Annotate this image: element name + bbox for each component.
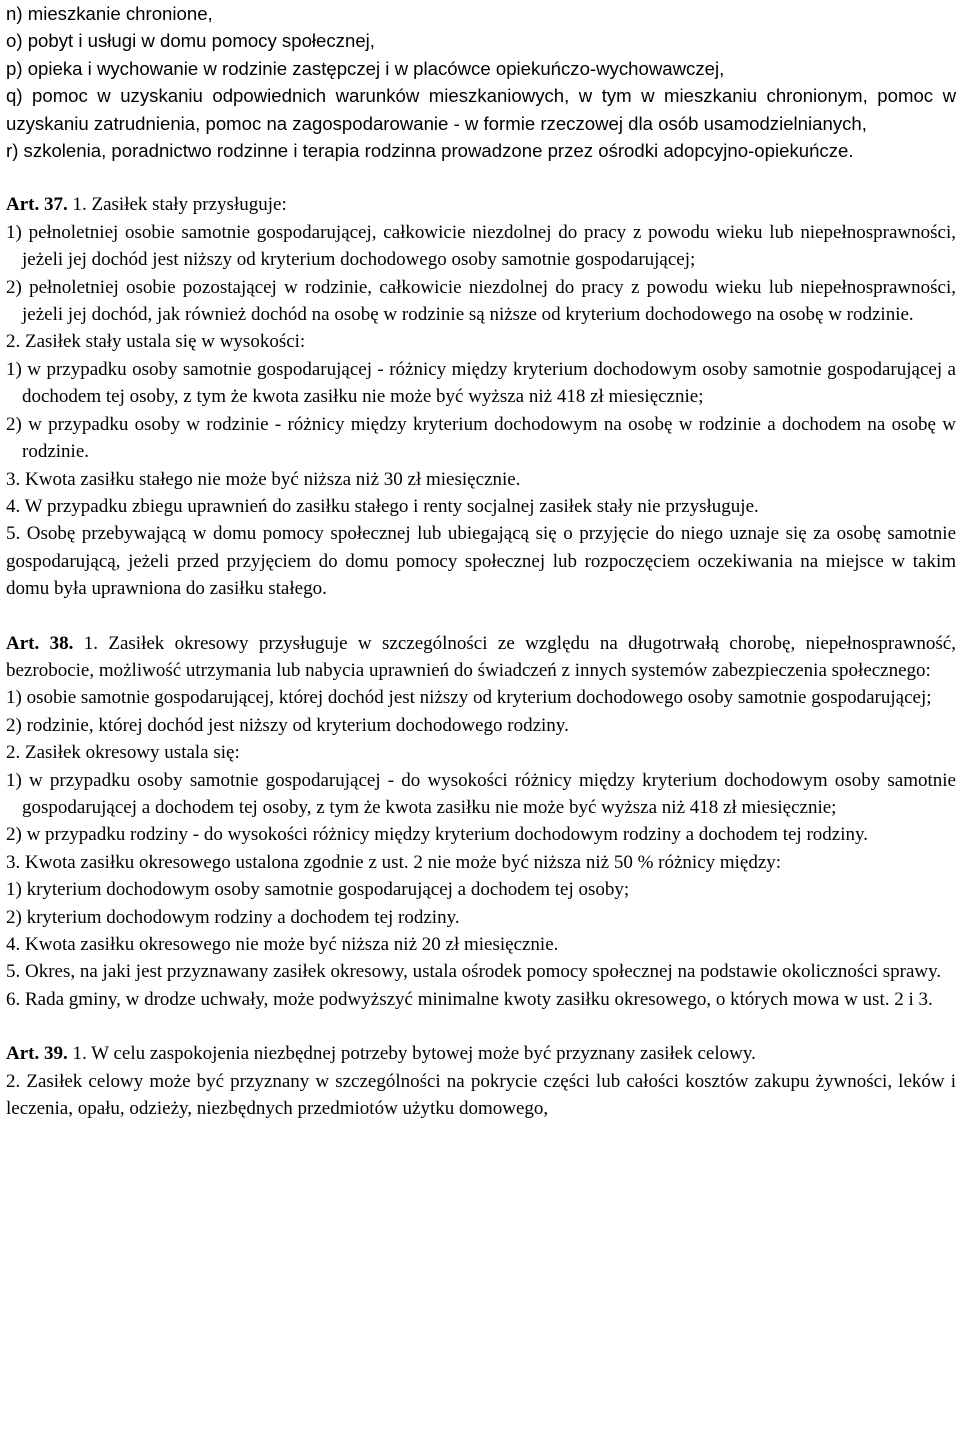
article-37: [6, 191, 956, 602]
art37-para1: Art. 37. 1. Zasiłek stały przysługuje:: [6, 194, 287, 216]
art37-p2-item1: 1) w przypadku osoby samotnie gospodarującej - różnicy między kryterium dochodowym osoby samotnie gospodarującej a dochodem tej osoby, z tym że kwota zasiłku nie może być wyższa niż 418 zł miesięcznie;: [6, 358, 956, 408]
article-39: [6, 1040, 956, 1122]
art38-para6: 6. Rada gminy, w drodze uchwały, może podwyższyć minimalne kwoty zasiłku okresowego, o których mowa w ust. 2 i 3.: [6, 988, 933, 1010]
art37-para2: 2. Zasiłek stały ustala się w wysokości:: [6, 331, 306, 353]
article-38: [6, 630, 956, 1014]
art37-para4: 4. W przypadku zbiegu uprawnień do zasiłku stałego i renty socjalnej zasiłek stały nie przysługuje.: [6, 495, 759, 517]
art39-para2: 2. Zasiłek celowy może być przyznany w szczególności na pokrycie części lub całości kosztów zakupu żywności, leków i leczenia, opału, odzieży, niezbędnych przedmiotów użytku domowego,: [6, 1070, 956, 1120]
art38-para2: 2. Zasiłek okresowy ustala się:: [6, 742, 240, 764]
list-item-r: r) szkolenia, poradnictwo rodzinne i terapia rodzinna prowadzone przez ośrodki adopcyjno-opiekuńcze.: [6, 140, 854, 162]
art38-p2-item1: 1) w przypadku osoby samotnie gospodarującej - do wysokości różnicy między kryterium dochodowym osoby samotnie gospodarującej a dochodem tej osoby, z tym że kwota zasiłku nie może być wyższa niż 418 zł miesięcznie;: [6, 769, 956, 818]
art37-para5: 5. Osobę przebywającą w domu pomocy społecznej lub ubiegającą się o przyjęcie do niego uznaje się za osobę samotnie gospodarującą, jeżeli przed przyjęciem do domu pomocy społecznej lub rozpoczęciem oczekiwania na miejsce w takim domu była uprawniona do zasiłku stałego.: [6, 523, 956, 600]
art37-para3: 3. Kwota zasiłku stałego nie może być niższa niż 30 zł miesięcznie.: [6, 468, 521, 490]
art39-para1: Art. 39. 1. W celu zaspokojenia niezbędnej potrzeby bytowej może być przyznany zasiłek celowy.: [6, 1043, 756, 1065]
art39-heading: Art. 39.: [6, 1043, 68, 1065]
art38-heading: Art. 38.: [6, 632, 74, 654]
art38-para5: 5. Okres, na jaki jest przyznawany zasiłek okresowy, ustala ośrodek pomocy społecznej na podstawie okoliczności sprawy.: [6, 961, 942, 983]
art37-heading: Art. 37.: [6, 194, 68, 216]
art38-para1: Art. 38. 1. Zasiłek okresowy przysługuje w szczególności ze względu na długotrwałą chorobę, niepełnosprawność, bezrobocie, możliwość utrzymania lub nabycia uprawnień do świadczeń z innych systemów zabezpieczenia społecznego:: [6, 632, 956, 681]
art38-p1-item1: 1) osobie samotnie gospodarującej, której dochód jest niższy od kryterium dochodowego osoby samotnie gospodarującej;: [6, 687, 932, 709]
art38-para3: 3. Kwota zasiłku okresowego ustalona zgodnie z ust. 2 nie może być niższa niż 50 % różnicy między:: [6, 851, 782, 873]
art38-p3-item2: 2) kryterium dochodowym rodziny a dochodem tej rodziny.: [6, 906, 460, 928]
art38-para4: 4. Kwota zasiłku okresowego nie może być niższa niż 20 zł miesięcznie.: [6, 934, 559, 955]
art38-p3-item1: 1) kryterium dochodowym osoby samotnie gospodarującej a dochodem tej osoby;: [6, 879, 630, 901]
art37-p1-item1: 1) pełnoletniej osobie samotnie gospodarującej, całkowicie niezdolnej do pracy z powodu wieku lub niepełnosprawności, jeżeli jej dochód jest niższy od kryterium dochodowego osoby samotnie gospodarującej;: [6, 221, 956, 271]
list-item-n: n) mieszkanie chronione,: [6, 3, 213, 24]
list-continuation: [6, 0, 956, 164]
list-item-p: p) opieka i wychowanie w rodzinie zastępczej i w placówce opiekuńczo-wychowawczej,: [6, 57, 725, 79]
list-item-q: q) pomoc w uzyskaniu odpowiednich warunków mieszkaniowych, w tym w mieszkaniu chronionym, pomoc w uzyskaniu zatrudnienia, pomoc na zagospodarowanie - w formie rzeczowej dla osób usamodzielnianych,: [6, 85, 956, 134]
list-item-o: o) pobyt i usługi w domu pomocy społecznej,: [6, 30, 375, 52]
art37-p2-item2: 2) w przypadku osoby w rodzinie - różnicy między kryterium dochodowym na osobę w rodzinie a dochodem na osobę w rodzinie.: [6, 413, 956, 463]
art38-p1-item2: 2) rodzinie, której dochód jest niższy od kryterium dochodowego rodziny.: [6, 714, 569, 736]
art37-p1-item2: 2) pełnoletniej osobie pozostającej w rodzinie, całkowicie niezdolnej do pracy z powodu wieku lub niepełnosprawności, jeżeli jej dochód, jak również dochód na osobę w rodzinie są niższe od kryterium dochodowego na osobę w rodzinie.: [6, 276, 956, 326]
art38-p2-item2: 2) w przypadku rodziny - do wysokości różnicy między kryterium dochodowym rodziny a dochodem tej rodziny.: [6, 824, 868, 846]
